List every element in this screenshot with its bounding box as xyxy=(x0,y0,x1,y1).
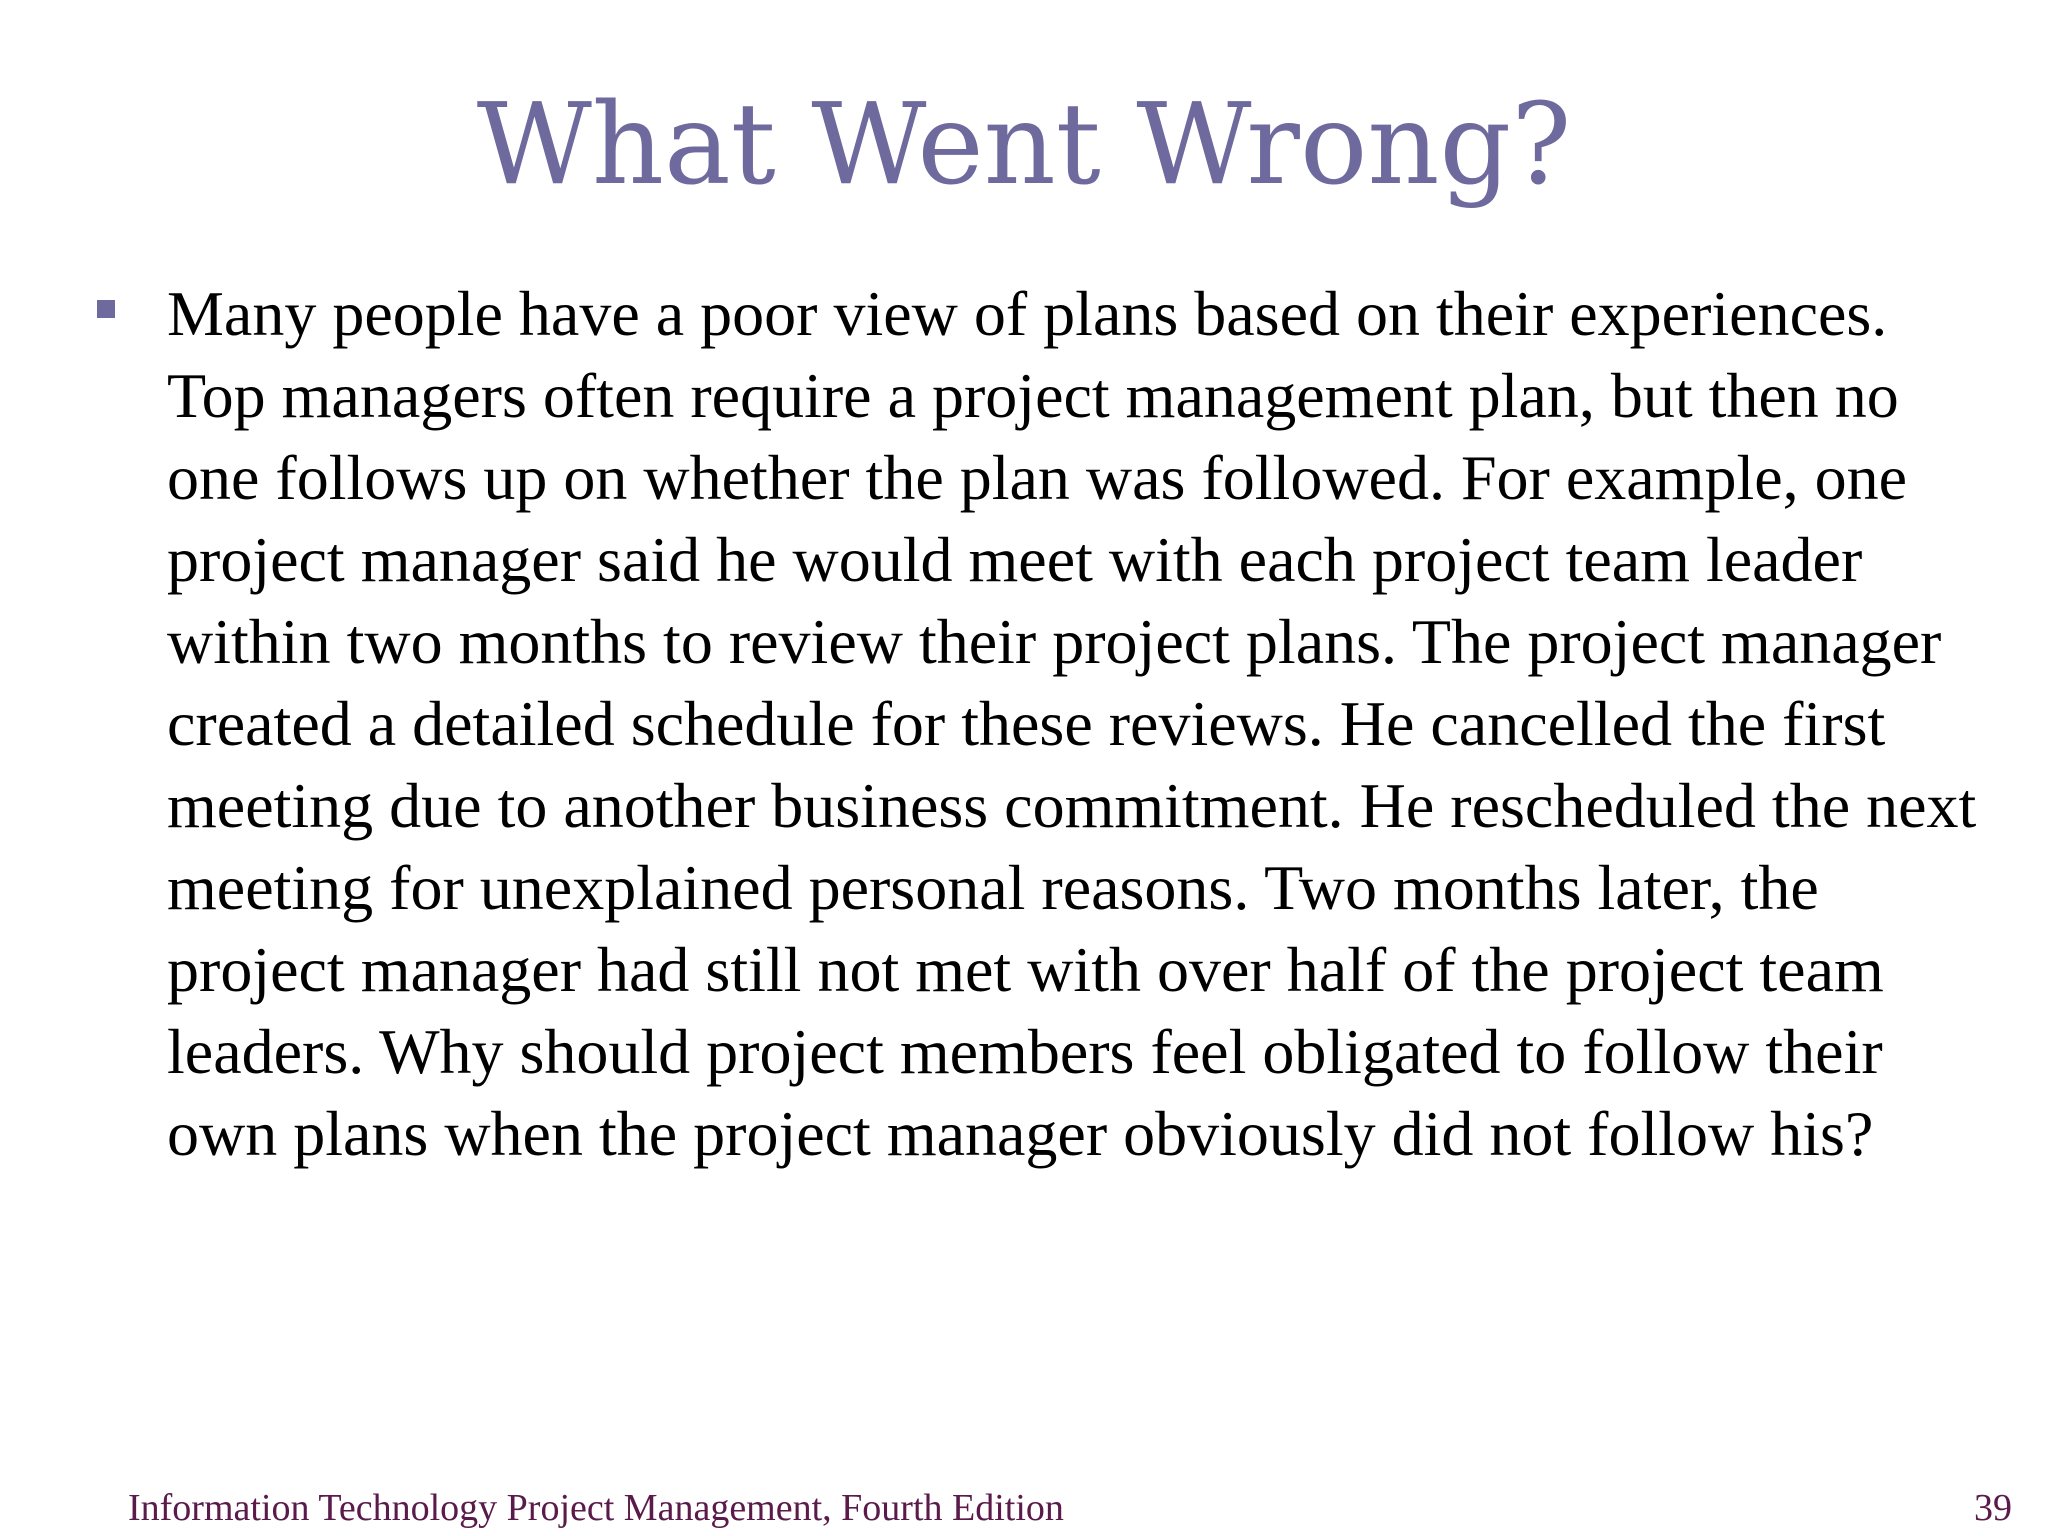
footer-book-title: Information Technology Project Management, Fourth Edition xyxy=(128,1487,1064,1529)
slide-title: What Went Wrong? xyxy=(476,80,1572,210)
footer-page-number: 39 xyxy=(1974,1487,2012,1529)
square-bullet-icon xyxy=(97,300,115,318)
bullet-text: Many people have a poor view of plans based on their experiences. Top managers often require a project management plan, but then no one follows up on whether the plan was followed. For example, one project manager said he would meet with each project team leader within two months to review their project plans. The project manager created a detailed schedule for these reviews. He cancelled the first meeting due to another business commitment. He rescheduled the next meeting for unexplained personal reasons. Two months later, the project manager had still not met with over half of the project team leaders. Why should project members feel obligated to follow their own plans when the project manager obviously did not follow his? xyxy=(167,278,1977,1169)
